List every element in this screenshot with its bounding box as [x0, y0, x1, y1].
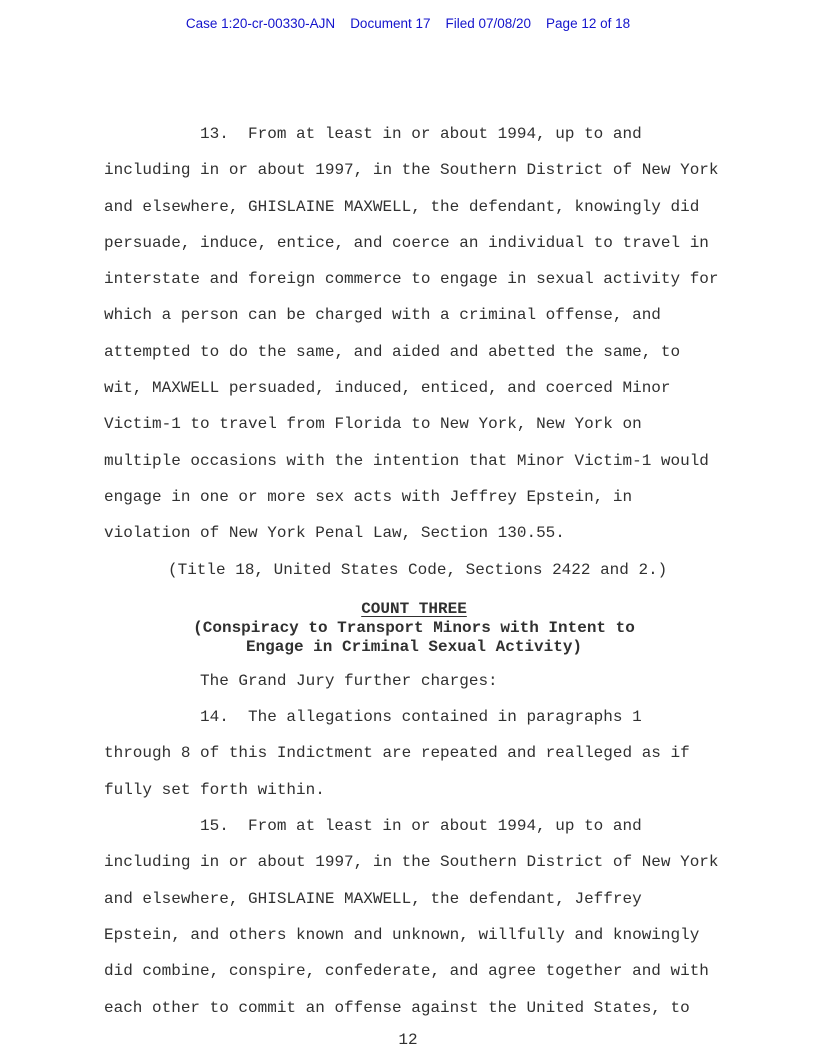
case-number: Case 1:20-cr-00330-AJN [185, 16, 336, 31]
statute-citation: (Title 18, United States Code, Sections 2422 and 2.) [168, 560, 668, 579]
page-count: Page 12 of 18 [546, 16, 631, 31]
document-body [104, 116, 724, 1026]
paragraph-13-line: including in or about 1997, in the Southern District of New York [104, 161, 719, 180]
paragraph-15-line: Epstein, and others known and unknown, willfully and knowingly [104, 925, 700, 944]
paragraph-13-line: wit, MAXWELL persuaded, induced, enticed, and coerced Minor [104, 379, 671, 398]
paragraph-13-line: persuade, induce, entice, and coerce an individual to travel in [104, 233, 709, 252]
grand-jury-charges-line: The Grand Jury further charges: [200, 671, 498, 690]
page-number: 12 [398, 1031, 418, 1049]
paragraph-13-line: violation of New York Penal Law, Section 130.55. [104, 524, 565, 543]
paragraph-14-line: 14. The allegations contained in paragraphs 1 [200, 708, 642, 727]
count-subtitle-line-1: (Conspiracy to Transport Minors with Intent to [193, 618, 635, 637]
paragraph-13-line: 13. From at least in or about 1994, up to and [200, 125, 642, 143]
case-stamp [0, 16, 816, 31]
paragraph-13-line: multiple occasions with the intention that Minor Victim-1 would [104, 451, 709, 470]
paragraph-15-line: did combine, conspire, confederate, and agree together and with [104, 962, 709, 981]
paragraph-15-line: and elsewhere, GHISLAINE MAXWELL, the defendant, Jeffrey [104, 889, 642, 908]
paragraph-13-line: Victim-1 to travel from Florida to New York, New York on [104, 415, 642, 434]
paragraph-13-line: interstate and foreign commerce to engage in sexual activity for [104, 270, 719, 289]
paragraph-14-line: fully set forth within. [104, 780, 325, 799]
paragraph-15-line: including in or about 1997, in the Southern District of New York [104, 853, 719, 872]
count-subtitle-line-2: Engage in Criminal Sexual Activity) [245, 637, 583, 656]
paragraph-14-line: through 8 of this Indictment are repeated and realleged as if [104, 744, 690, 763]
filed-date: Filed 07/08/20 [445, 16, 532, 31]
paragraph-15-line: each other to commit an offense against the United States, to [104, 998, 690, 1017]
count-three-heading [104, 600, 724, 657]
document-number: Document 17 [350, 16, 431, 31]
paragraph-13-line: engage in one or more sex acts with Jeffrey Epstein, in [104, 487, 633, 506]
count-title: COUNT THREE [361, 599, 467, 618]
paragraph-15-line: 15. From at least in or about 1994, up to and [200, 817, 642, 836]
paragraph-13-line: attempted to do the same, and aided and abetted the same, to [104, 342, 681, 361]
paragraph-13-line: which a person can be charged with a criminal offense, and [104, 306, 661, 325]
paragraph-13-line: and elsewhere, GHISLAINE MAXWELL, the defendant, knowingly did [104, 197, 700, 216]
